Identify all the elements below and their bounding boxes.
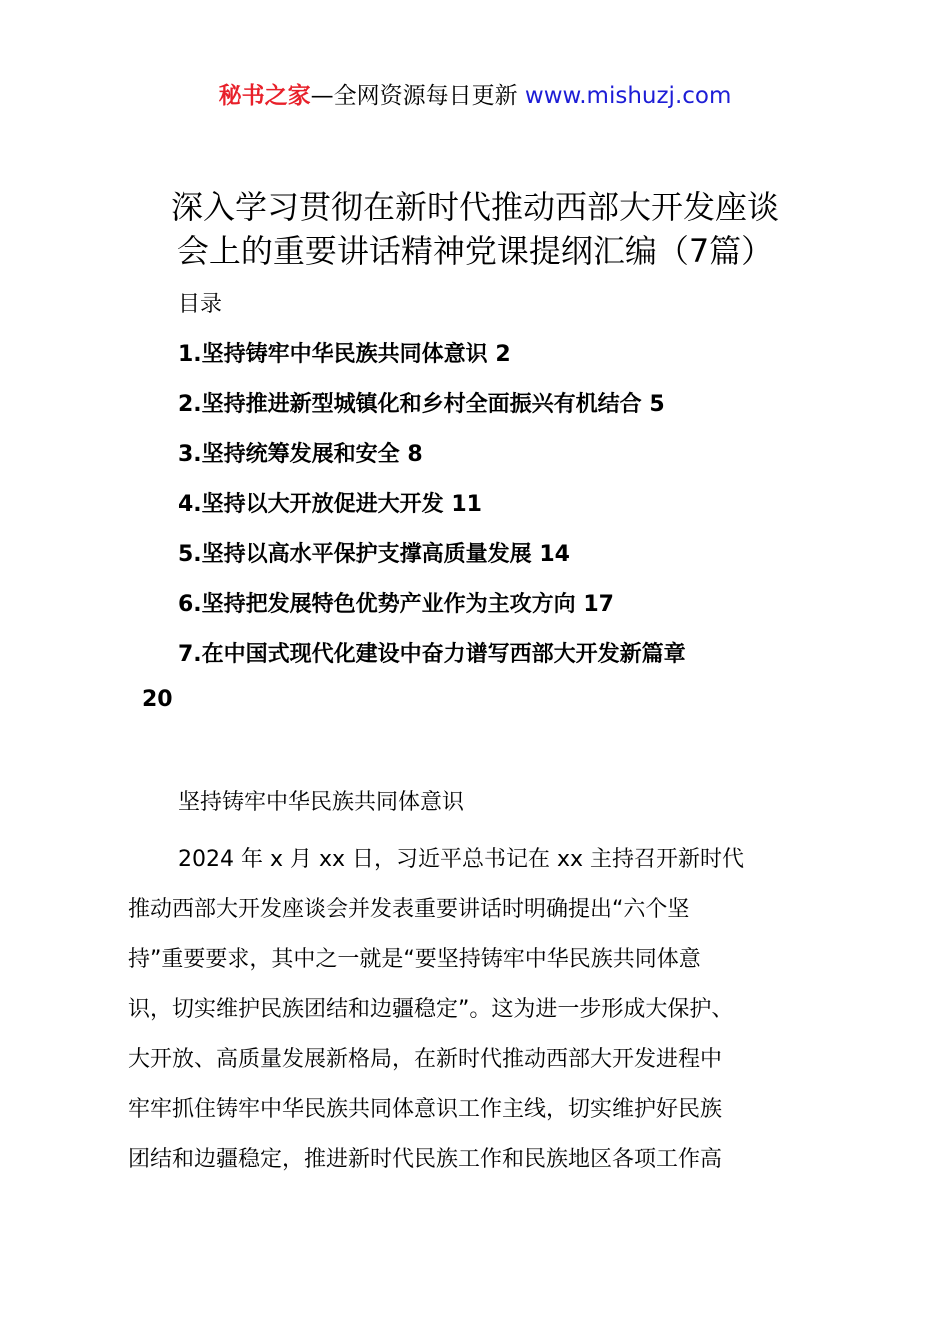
- body-line: 2024 年 x 月 xx 日，习近平总书记在 xx 主持召开新时代: [178, 847, 745, 872]
- body-line: 推动西部大开发座谈会并发表重要讲话时明确提出“六个坚: [128, 897, 690, 922]
- document-title: [120, 185, 830, 273]
- toc-label: 目录: [178, 292, 223, 317]
- table-of-contents: [142, 340, 868, 715]
- toc-entry-6[interactable]: 6.坚持把发展特色优势产业作为主攻方向 17: [178, 592, 614, 617]
- toc-entry-7[interactable]: [142, 640, 868, 715]
- toc-entry-1[interactable]: 1.坚持铸牢中华民族共同体意识 2: [178, 342, 511, 367]
- document-title-line-1: 深入学习贯彻在新时代推动西部大开发座谈: [170, 188, 779, 226]
- toc-entry-7-page: 20: [142, 687, 173, 712]
- toc-entry-4[interactable]: 4.坚持以大开放促进大开发 11: [178, 492, 482, 517]
- body-line: 大开放、高质量发展新格局，在新时代推动西部大开发进程中: [128, 1047, 723, 1072]
- section-body: [128, 835, 840, 1185]
- body-line: 牢牢抓住铸牢中华民族共同体意识工作主线，切实维护好民族: [128, 1097, 723, 1122]
- site-url-link[interactable]: www.mishuzj.com: [524, 83, 732, 109]
- body-line: 识，切实维护民族团结和边疆稳定”。这为进一步形成大保护、: [128, 997, 734, 1022]
- section-title: 坚持铸牢中华民族共同体意识: [178, 790, 465, 815]
- body-line: 团结和边疆稳定，推进新时代民族工作和民族地区各项工作高: [128, 1147, 723, 1172]
- toc-entry-3[interactable]: 3.坚持统筹发展和安全 8: [178, 442, 423, 467]
- site-brand: 秘书之家: [218, 83, 311, 109]
- site-header: [0, 80, 950, 112]
- toc-entry-5[interactable]: 5.坚持以高水平保护支撑高质量发展 14: [178, 542, 570, 567]
- site-tagline: —全网资源每日更新: [310, 83, 525, 109]
- body-line: 持”重要要求，其中之一就是“要坚持铸牢中华民族共同体意: [128, 947, 701, 972]
- document-title-line-2: 会上的重要讲话精神党课提纲汇编（7篇）: [176, 232, 774, 270]
- toc-entry-2[interactable]: 2.坚持推进新型城镇化和乡村全面振兴有机结合 5: [178, 392, 665, 417]
- toc-entry-7-text: 7.在中国式现代化建设中奋力谱写西部大开发新篇章: [178, 642, 686, 667]
